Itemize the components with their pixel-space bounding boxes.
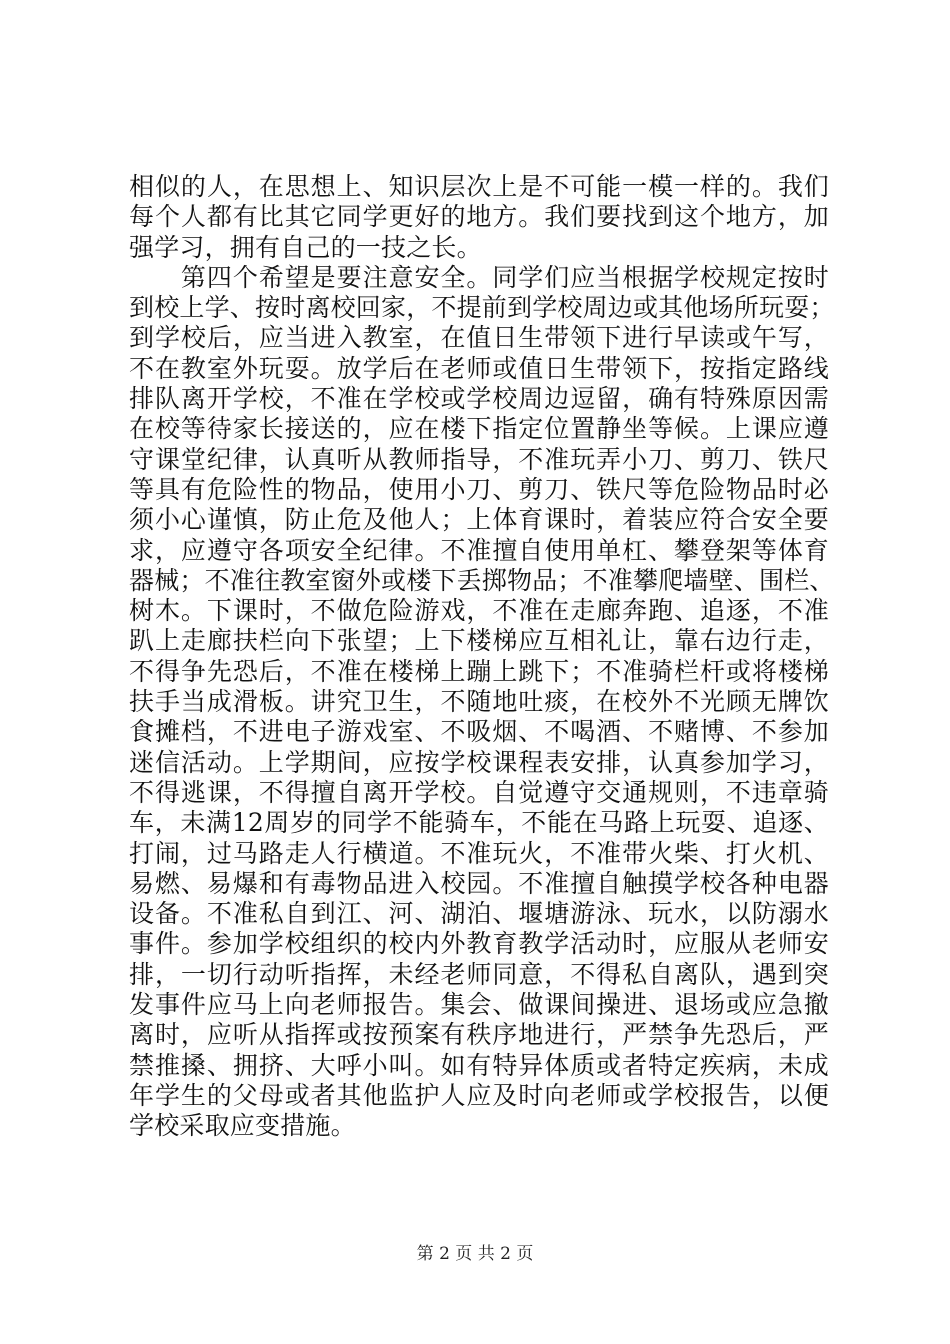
text-line: 趴上走廊扶栏向下张望；上下楼梯应互相礼让，靠右边行走，	[129, 626, 829, 656]
text-line: 食摊档，不进电子游戏室、不吸烟、不喝酒、不赌博、不参加	[129, 717, 829, 747]
text-line: 年学生的父母或者其他监护人应及时向老师或学校报告，以便	[129, 1080, 829, 1110]
text-line: 不得逃课，不得擅自离开学校。自觉遵守交通规则，不违章骑	[129, 777, 829, 807]
text-line: 易燃、易爆和有毒物品进入校园。不准擅自触摸学校各种电器	[129, 868, 829, 898]
text-line: 守课堂纪律，认真听从教师指导，不准玩弄小刀、剪刀、铁尺	[129, 444, 829, 474]
text-line: 车，未满12周岁的同学不能骑车，不能在马路上玩耍、追逐、	[129, 808, 829, 838]
text-line: 树木。下课时，不做危险游戏，不准在走廊奔跑、追逐，不准	[129, 596, 829, 626]
text-line: 每个人都有比其它同学更好的地方。我们要找到这个地方，加	[129, 202, 829, 232]
text-line: 学校采取应变措施。	[129, 1111, 356, 1141]
text-line: 须小心谨慎，防止危及他人；上体育课时，着装应符合安全要	[129, 505, 829, 535]
page-footer: 第 2 页 共 2 页	[416, 1244, 534, 1264]
text-line: 设备。不准私自到江、河、湖泊、堰塘游泳、玩水，以防溺水	[129, 899, 829, 929]
text-line: 排，一切行动听指挥，未经老师同意，不得私自离队，遇到突	[129, 959, 829, 989]
body-text	[129, 172, 835, 1142]
text-line: 到学校后，应当进入教室，在值日生带领下进行早读或午写，	[129, 323, 829, 353]
text-line: 不在教室外玩耍。放学后在老师或值日生带领下，按指定路线	[129, 353, 829, 383]
text-line: 第四个希望是要注意安全。同学们应当根据学校规定按时	[129, 262, 829, 292]
text-line: 禁推搡、拥挤、大呼小叫。如有特异体质或者特定疾病，未成	[129, 1050, 829, 1080]
text-line: 求，应遵守各项安全纪律。不准擅自使用单杠、攀登架等体育	[129, 535, 829, 565]
text-line: 相似的人，在思想上、知识层次上是不可能一模一样的。我们	[129, 172, 829, 201]
text-line: 排队离开学校，不准在学校或学校周边逗留，确有特殊原因需	[129, 384, 829, 414]
text-line: 到校上学、按时离校回家，不提前到学校周边或其他场所玩耍；	[129, 293, 835, 323]
text-line: 强学习，拥有自己的一技之长。	[129, 232, 482, 262]
text-line: 不得争先恐后，不准在楼梯上蹦上跳下；不准骑栏杆或将楼梯	[129, 656, 829, 686]
text-line: 事件。参加学校组织的校内外教育教学活动时，应服从老师安	[129, 929, 829, 959]
text-line: 扶手当成滑板。讲究卫生，不随地吐痰，在校外不光顾无牌饮	[129, 687, 829, 717]
text-line: 发事件应马上向老师报告。集会、做课间操进、退场或应急撤	[129, 990, 829, 1020]
text-line: 器械；不准往教室窗外或楼下丢掷物品；不准攀爬墙壁、围栏、	[129, 565, 835, 595]
text-line: 离时，应听从指挥或按预案有秩序地进行，严禁争先恐后，严	[129, 1020, 829, 1050]
text-line: 在校等待家长接送的，应在楼下指定位置静坐等候。上课应遵	[129, 414, 829, 444]
text-line: 迷信活动。上学期间，应按学校课程表安排，认真参加学习，	[129, 747, 829, 777]
text-line: 打闹，过马路走人行横道。不准玩火，不准带火柴、打火机、	[129, 838, 829, 868]
text-line: 等具有危险性的物品，使用小刀、剪刀、铁尺等危险物品时必	[129, 474, 829, 504]
